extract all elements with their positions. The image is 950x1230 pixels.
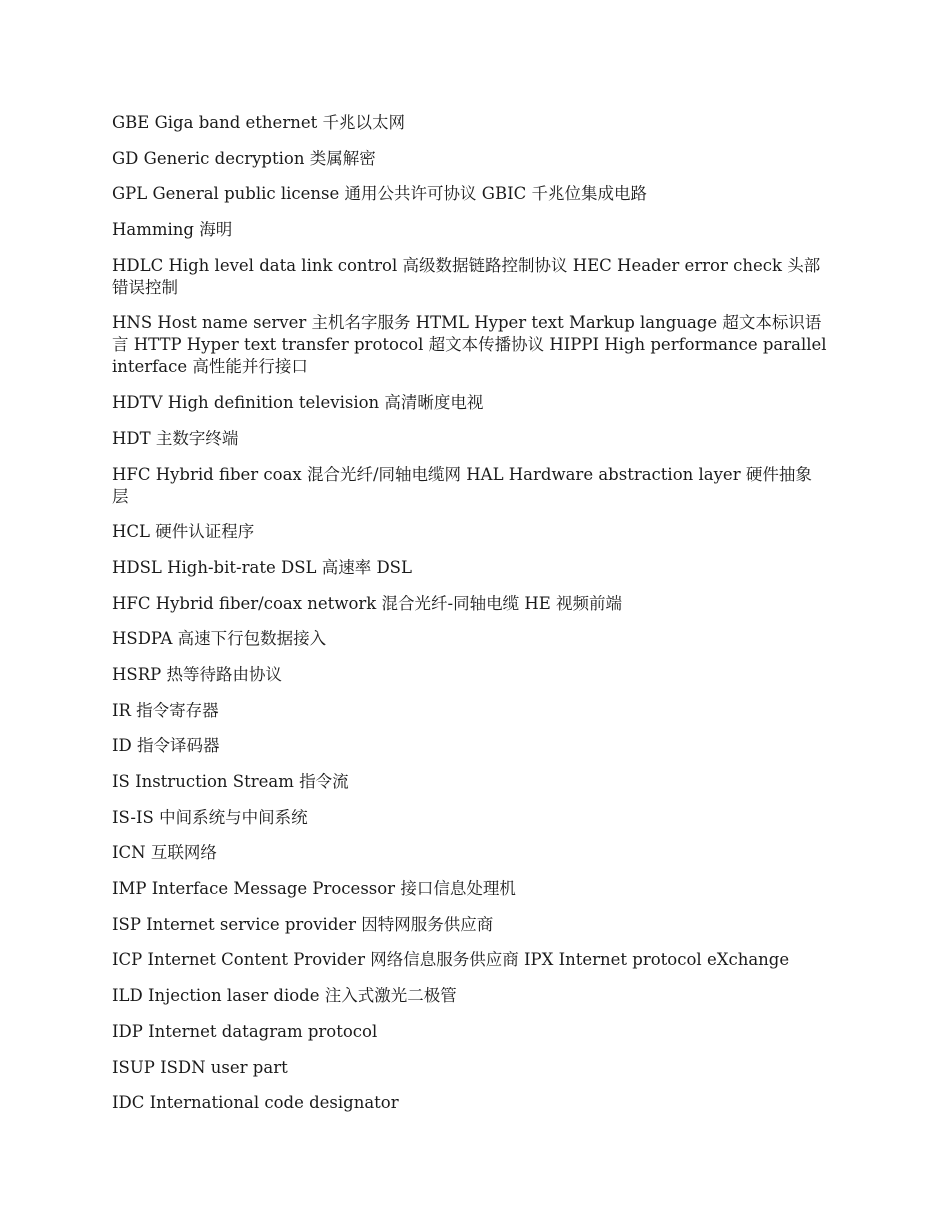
glossary-entry: IMP Interface Message Processor 接口信息处理机 bbox=[112, 879, 516, 899]
glossary-entry: HDSL High-bit-rate DSL 高速率 DSL bbox=[112, 557, 412, 577]
glossary-entry: ISP Internet service provider 因特网服务供应商 bbox=[112, 914, 494, 934]
glossary-entry: ILD Injection laser diode 注入式激光二极管 bbox=[112, 986, 457, 1006]
glossary-entry: GPL General public license 通用公共许可协议 GBIC 千兆位集成电路 bbox=[112, 184, 647, 204]
glossary-entry: ICN 互联网络 bbox=[112, 843, 217, 863]
glossary-entry: GBE Giga band ethernet 千兆以太网 bbox=[112, 113, 405, 132]
glossary-entry: ICP Internet Content Provider 网络信息服务供应商 IPX Internet protocol eXchange bbox=[112, 950, 790, 970]
glossary-entry: HSRP 热等待路由协议 bbox=[112, 664, 282, 684]
glossary-list bbox=[112, 112, 828, 1128]
glossary-entry: HDT 主数字终端 bbox=[112, 428, 239, 448]
glossary-entry: GD Generic decryption 类属解密 bbox=[112, 148, 376, 168]
glossary-entry: HNS Host name server 主机名字服务 HTML Hyper text Markup language 超文本标识语言 HTTP Hyper text transfer protocol 超文本传播协议 HIPPI High performance parallel interface 高性能并行接口 bbox=[112, 313, 827, 377]
glossary-entry: IDP Internet datagram protocol bbox=[112, 1021, 378, 1041]
glossary-entry: ID 指令译码器 bbox=[112, 736, 220, 756]
glossary-entry: IDC International code designator bbox=[112, 1093, 399, 1113]
glossary-entry: HFC Hybrid fiber coax 混合光纤/同轴电缆网 HAL Hardware abstraction layer 硬件抽象层 bbox=[112, 464, 812, 506]
glossary-entry: IR 指令寄存器 bbox=[112, 700, 219, 720]
glossary-entry: HCL 硬件认证程序 bbox=[112, 522, 255, 542]
glossary-entry: ISUP ISDN user part bbox=[112, 1057, 288, 1077]
glossary-entry: HSDPA 高速下行包数据接入 bbox=[112, 629, 327, 649]
glossary-entry: IS Instruction Stream 指令流 bbox=[112, 772, 349, 791]
glossary-entry: Hamming 海明 bbox=[112, 220, 233, 240]
glossary-entry: HDLC High level data link control 高级数据链路控制协议 HEC Header error check 头部错误控制 bbox=[112, 255, 821, 297]
glossary-entry: IS-IS 中间系统与中间系统 bbox=[112, 807, 308, 827]
glossary-entry: HDTV High definition television 高清晰度电视 bbox=[112, 393, 484, 413]
glossary-entry: HFC Hybrid fiber/coax network 混合光纤-同轴电缆 HE 视频前端 bbox=[112, 593, 623, 613]
